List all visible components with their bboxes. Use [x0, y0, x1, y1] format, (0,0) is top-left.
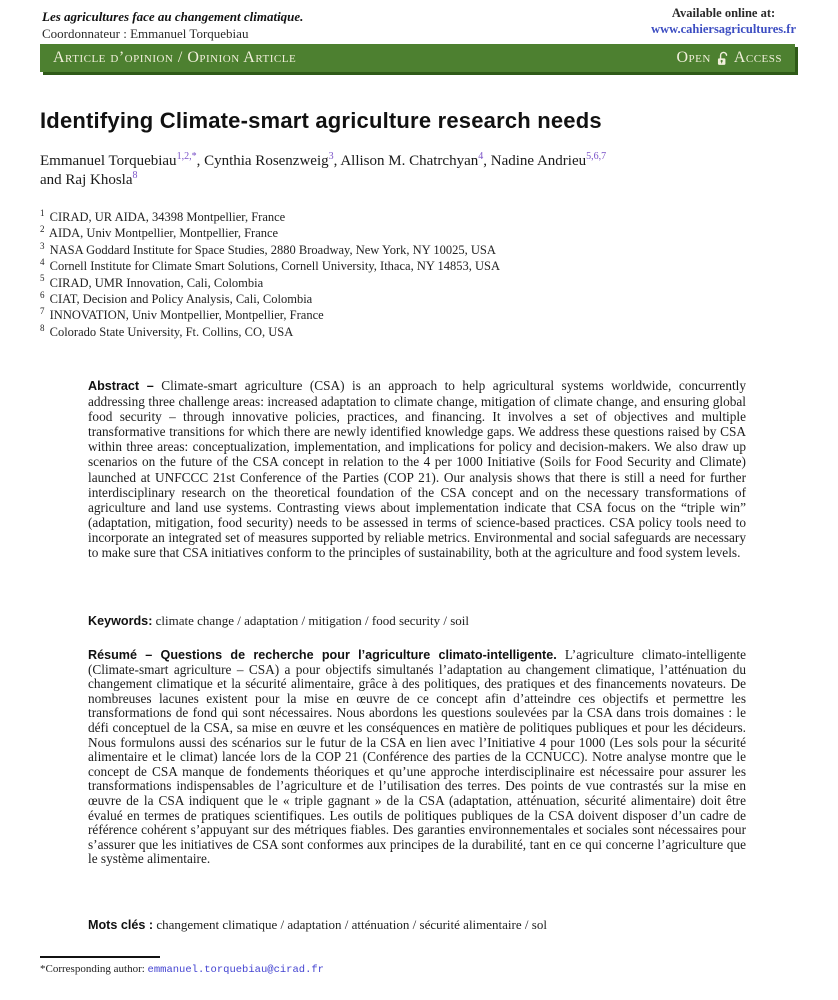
author-affiliation-sup: 1,2,* — [176, 151, 197, 162]
series-header — [42, 8, 303, 42]
open-access-open-label: Open — [676, 49, 711, 66]
series-title: Les agricultures face au changement climatique. — [42, 9, 304, 24]
abstract-text: Climate-smart agriculture (CSA) is an approach to help agricultural systems worldwide, concurrently addressing three challenge areas: increased adaptation to climate change, mitigation of climate change, and ensuring global food security – through innovative policies, practices, and financing. It involves a set of objectives and multiple transformative transitions for which there are newly identified knowledge gaps. We address these questions raised by CSA within three areas: conceptualization, implementation, and implications for policy and decision-makers. We also draw up scenarios on the future of the CSA concept in relation to the 4 per 1000 Initiative (Soils for Food Security and Climate) launched at UNFCCC 21st Conference of the Parties (COP 21). Our analysis shows that there is still a need for further interdisciplinary research on the theoretical foundation of the CSA concept and on the necessary transformations of agriculture and land use systems. Contrasting views about implementation indicate that CSA focus on the “triple win” (adaptation, mitigation, food security) needs to be assessed in terms of science-based practices. CSA policy tools need to incorporate an integrated set of measures supported by reliable metrics. Environmental and social safeguards are necessary to make sure that CSA initiatives conform to the principles of sustainability, both at the agriculture and food system levels. — [88, 378, 747, 561]
availability-header — [651, 5, 796, 37]
author-list — [40, 152, 760, 190]
keywords-label: Keywords: — [88, 614, 153, 628]
affiliation-item: $^2$ AIDA, Univ Montpellier, Montpellier, France — [40, 224, 279, 241]
resume-text: L’agriculture climato-intelligente (Climate-smart agriculture – CSA) a pour objectifs simultanés l’adaptation au changement climatique, l’atténuation du changement climatique et la sécurité alimentaire, grâce à des politiques, des pratiques et des financements novateurs. De nombreuses lacunes existent pour la mise en œuvre de ce concept afin d’atteindre ces objectifs et permettre les transformations de fond qui sont nécessaires. Nous abordons les questions soulevées par la CSA dans trois domaines : le défi conceptuel de la CSA, sa mise en œuvre et les conséquences en matière de politiques publiques et pour les décideurs. Nous formulons aussi des scénarios sur le futur de la CSA en lien avec l’Initiative 4 pour 1000 (Les sols pour la sécurité alimentaire et le climat) lancée lors de la COP 21 (Conférence des parties de la CCNUCC). Notre analyse montre que le concept de CSA manque de fondements théoriques et qu’une approche interdisciplinaire est nécessaire pour assurer les transformations indispensables de l’agriculture et de l’utilisation des terres. Des points de vue contrastés sur la mise en œuvre de la CSA indiquent que le « triple gagnant » de la CSA (adaptation, atténuation, sécurité alimentaire) doit être évalué en termes de pratiques scientifiques. Les outils de politiques publiques de la CSA doivent disposer d’un cadre de référence cohérent s’appuyant sur des métriques fiables. Des garanties environnementales et sociales sont nécessaires pour s’assurer que les initiatives de CSA sont conformes aux principes de la durabilité, tant en ce qui concerne l’agriculture que le système alimentaire. — [88, 647, 747, 867]
available-online-label: Available online at: — [671, 6, 776, 20]
abstract-paragraph — [88, 378, 746, 560]
author-affiliation-sup: 8 — [132, 170, 138, 181]
affiliation-list — [40, 209, 780, 340]
affiliation-item: $^5$ CIRAD, UMR Innovation, Cali, Colombia — [40, 273, 264, 290]
affiliation-item: $^7$ INNOVATION, Univ Montpellier, Montpellier, France — [40, 306, 324, 323]
author-line: Emmanuel Torquebiau$^{1,2,*}$, Cynthia Rosenzweig$^3$, Allison M. Chatrchyan$^4$, Nadine Andrieu$^{5,6,7}$ — [40, 151, 607, 169]
author-name: Emmanuel Torquebiau — [40, 153, 177, 169]
article-type-banner — [40, 44, 795, 72]
page-title: Identifying Climate-smart agriculture research needs — [40, 108, 602, 133]
series-coordinator: Coordonnateur : Emmanuel Torquebiau — [42, 26, 249, 41]
corresponding-author-label: *Corresponding author: — [40, 963, 145, 975]
corresponding-author-footnote — [40, 963, 324, 976]
affiliation-number: 4 — [40, 257, 45, 268]
author-line — [40, 171, 760, 190]
affiliation-item: $^3$ NASA Goddard Institute for Space Studies, 2880 Broadway, New York, NY 10025, USA — [40, 240, 496, 257]
footnote-divider — [40, 956, 160, 958]
open-access-lock-icon — [716, 51, 729, 67]
affiliation-number: 1 — [40, 207, 45, 218]
affiliation-item: $^8$ Colorado State University, Ft. Collins, CO, USA — [40, 322, 294, 339]
author-name: Allison M. Chatrchyan — [340, 153, 479, 169]
mots-cles-line — [88, 917, 746, 933]
open-access-badge — [676, 49, 782, 67]
author-affiliation-sup: 5,6,7 — [586, 151, 607, 162]
mots-cles-text: changement climatique / adaptation / atténuation / sécurité alimentaire / sol — [156, 917, 547, 932]
affiliation-number: 5 — [40, 273, 45, 284]
keywords-line — [88, 613, 746, 629]
affiliation-number: 2 — [40, 224, 45, 235]
resume-paragraph — [88, 648, 746, 867]
author-name: Cynthia Rosenzweig — [204, 153, 329, 169]
resume-label: Résumé – Questions de recherche pour l’agriculture climato-intelligente. — [88, 648, 557, 662]
affiliation-number: 7 — [40, 306, 45, 317]
author-name: and Raj Khosla — [40, 172, 133, 188]
open-access-access-label: Access — [733, 49, 782, 66]
keywords-text: climate change / adaptation / mitigation / food security / soil — [155, 613, 470, 628]
abstract-label: Abstract – — [88, 379, 154, 393]
affiliation-number: 3 — [40, 240, 45, 251]
affiliation-number: 8 — [40, 322, 45, 333]
affiliation-item: $^4$ Cornell Institute for Climate Smart Solutions, Cornell University, Ithaca, NY 14853, USA — [40, 257, 501, 274]
affiliation-item: $^6$ CIAT, Decision and Policy Analysis, Cali, Colombia — [40, 289, 313, 307]
author-name: Nadine Andrieu — [490, 153, 587, 169]
affiliation-item: $^1$ CIRAD, UR AIDA, 34398 Montpellier, France — [40, 207, 286, 224]
author-affiliation-sup: 4 — [478, 151, 484, 162]
mots-cles-label: Mots clés : — [88, 918, 154, 932]
article-type-label: Article d’opinion / Opinion Article — [53, 49, 297, 66]
affiliation-number: 6 — [40, 289, 45, 300]
corresponding-author-email-link[interactable]: emmanuel.torquebiau@cirad.fr — [147, 964, 324, 976]
author-affiliation-sup: 3 — [328, 151, 334, 162]
journal-url-link[interactable]: www.cahiersagricultures.fr — [651, 22, 796, 36]
